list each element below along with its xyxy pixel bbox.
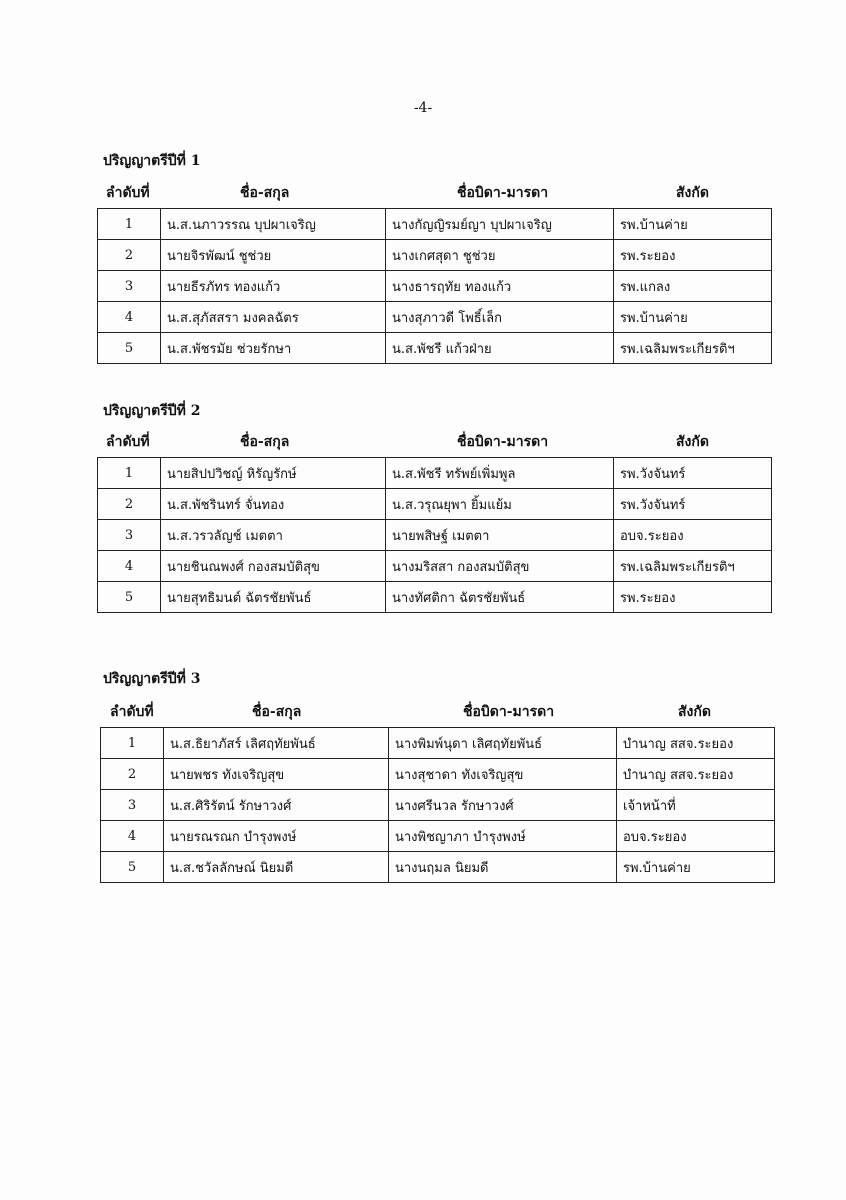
- cell-name: น.ส.ชวัลลักษณ์ นิยมดี: [164, 852, 389, 883]
- table-row: [101, 728, 775, 759]
- cell-affiliation: รพ.บ้านค่าย: [614, 302, 772, 333]
- cell-order: 5: [98, 582, 161, 613]
- cell-order: 2: [98, 489, 161, 520]
- header-parent: ชื่อบิดา-มารดา: [457, 185, 549, 201]
- table-row: [98, 489, 772, 520]
- cell-name: นายธีรภัทร ทองแก้ว: [161, 271, 386, 302]
- cell-name: นายจิรพัฒน์ ชูช่วย: [161, 240, 386, 271]
- table-row: [98, 333, 772, 364]
- cell-affiliation: รพ.แกลง: [614, 271, 772, 302]
- cell-name: น.ส.ศิริรัตน์ รักษาวงศ์: [164, 790, 389, 821]
- cell-parent: น.ส.วรุณยุพา ยิ้มแย้ม: [386, 489, 614, 520]
- header-order: ลำดับที่: [110, 704, 154, 720]
- cell-affiliation: อบจ.ระยอง: [614, 520, 772, 551]
- cell-parent: นางทัศติกา ฉัตรชัยพันธ์: [386, 582, 614, 613]
- table-row: [101, 759, 775, 790]
- cell-name: นายรณรณก บำรุงพงษ์: [164, 821, 389, 852]
- cell-order: 5: [101, 852, 164, 883]
- cell-parent: น.ส.พัชรี ทรัพย์เพิ่มพูล: [386, 458, 614, 489]
- header-affiliation: สังกัด: [676, 434, 709, 450]
- cell-affiliation: รพ.บ้านค่าย: [614, 209, 772, 240]
- table-row: [98, 520, 772, 551]
- cell-parent: นางธารฤทัย ทองแก้ว: [386, 271, 614, 302]
- cell-parent: นางกัญญิรมย์ญา บุปผาเจริญ: [386, 209, 614, 240]
- cell-name: น.ส.นภาวรรณ บุปผาเจริญ: [161, 209, 386, 240]
- cell-name: น.ส.พัชรินทร์ จั่นทอง: [161, 489, 386, 520]
- cell-parent: นางศรีนวล รักษาวงศ์: [389, 790, 617, 821]
- cell-name: นายพชร ทังเจริญสุข: [164, 759, 389, 790]
- cell-affiliation: อบจ.ระยอง: [617, 821, 775, 852]
- cell-affiliation: รพ.วังจันทร์: [614, 489, 772, 520]
- cell-name: น.ส.วรวลัญช์ เมตตา: [161, 520, 386, 551]
- table-row: [98, 271, 772, 302]
- cell-parent: นางพิมพ์นุดา เลิศฤทัยพันธ์: [389, 728, 617, 759]
- cell-affiliation: เจ้าหน้าที่: [617, 790, 775, 821]
- cell-parent: น.ส.พัชรี แก้วฝ่าย: [386, 333, 614, 364]
- cell-order: 4: [101, 821, 164, 852]
- cell-order: 1: [98, 209, 161, 240]
- cell-order: 1: [101, 728, 164, 759]
- cell-name: น.ส.สุภัสสรา มงคลฉัตร: [161, 302, 386, 333]
- table-row: [101, 821, 775, 852]
- cell-order: 3: [98, 271, 161, 302]
- table-row: [101, 790, 775, 821]
- table-year-1: [97, 208, 772, 364]
- cell-affiliation: รพ.ระยอง: [614, 240, 772, 271]
- table-row: [98, 302, 772, 333]
- cell-order: 1: [98, 458, 161, 489]
- cell-affiliation: บำนาญ สสจ.ระยอง: [617, 728, 775, 759]
- table-header-year-1: [0, 182, 846, 204]
- cell-name: น.ส.ธิยาภัสร์ เลิศฤทัยพันธ์: [164, 728, 389, 759]
- table-year-2: [97, 457, 772, 613]
- cell-parent: นายพสิษฐ์ เมตตา: [386, 520, 614, 551]
- cell-affiliation: บำนาญ สสจ.ระยอง: [617, 759, 775, 790]
- cell-parent: นางสุภาวดี โพธิ์เล็ก: [386, 302, 614, 333]
- cell-affiliation: รพ.เฉลิมพระเกียรติฯ: [614, 551, 772, 582]
- cell-name: นายสุทธิมนต์ ฉัตรชัยพันธ์: [161, 582, 386, 613]
- header-name: ชื่อ-สกุล: [252, 704, 302, 720]
- page-number: -4-: [413, 100, 433, 116]
- cell-order: 2: [98, 240, 161, 271]
- cell-affiliation: รพ.วังจันทร์: [614, 458, 772, 489]
- cell-name: นายชินณพงศ์ กองสมบัติสุข: [161, 551, 386, 582]
- cell-parent: นางพิชญาภา บำรุงพงษ์: [389, 821, 617, 852]
- section-title-year-3: ปริญญาตรีปีที่ 3: [103, 671, 201, 687]
- table-row: [98, 582, 772, 613]
- header-parent: ชื่อบิดา-มารดา: [457, 434, 549, 450]
- cell-affiliation: รพ.บ้านค่าย: [617, 852, 775, 883]
- table-row: [98, 240, 772, 271]
- cell-order: 4: [98, 551, 161, 582]
- cell-parent: นางเกศสุดา ชูช่วย: [386, 240, 614, 271]
- table-row: [101, 852, 775, 883]
- header-name: ชื่อ-สกุล: [240, 185, 290, 201]
- header-parent: ชื่อบิดา-มารดา: [463, 704, 555, 720]
- cell-order: 3: [101, 790, 164, 821]
- header-order: ลำดับที่: [106, 185, 150, 201]
- cell-parent: นางมริสสา กองสมบัติสุข: [386, 551, 614, 582]
- table-year-3: [100, 727, 775, 883]
- cell-order: 5: [98, 333, 161, 364]
- section-title-year-1: ปริญญาตรีปีที่ 1: [103, 153, 201, 169]
- header-order: ลำดับที่: [106, 434, 150, 450]
- cell-name: นายสิปปวิชญ์ หิรัญรักษ์: [161, 458, 386, 489]
- table-row: [98, 551, 772, 582]
- cell-affiliation: รพ.ระยอง: [614, 582, 772, 613]
- cell-order: 3: [98, 520, 161, 551]
- header-affiliation: สังกัด: [678, 704, 711, 720]
- cell-parent: นางนฤมล นิยมดี: [389, 852, 617, 883]
- table-header-year-2: [0, 431, 846, 453]
- cell-affiliation: รพ.เฉลิมพระเกียรติฯ: [614, 333, 772, 364]
- header-affiliation: สังกัด: [676, 185, 709, 201]
- section-title-year-2: ปริญญาตรีปีที่ 2: [103, 403, 201, 419]
- table-row: [98, 209, 772, 240]
- header-name: ชื่อ-สกุล: [240, 434, 290, 450]
- table-header-year-3: [0, 701, 846, 723]
- cell-name: น.ส.พัชรมัย ช่วยรักษา: [161, 333, 386, 364]
- cell-order: 4: [98, 302, 161, 333]
- cell-parent: นางสุชาดา ทังเจริญสุข: [389, 759, 617, 790]
- table-row: [98, 458, 772, 489]
- cell-order: 2: [101, 759, 164, 790]
